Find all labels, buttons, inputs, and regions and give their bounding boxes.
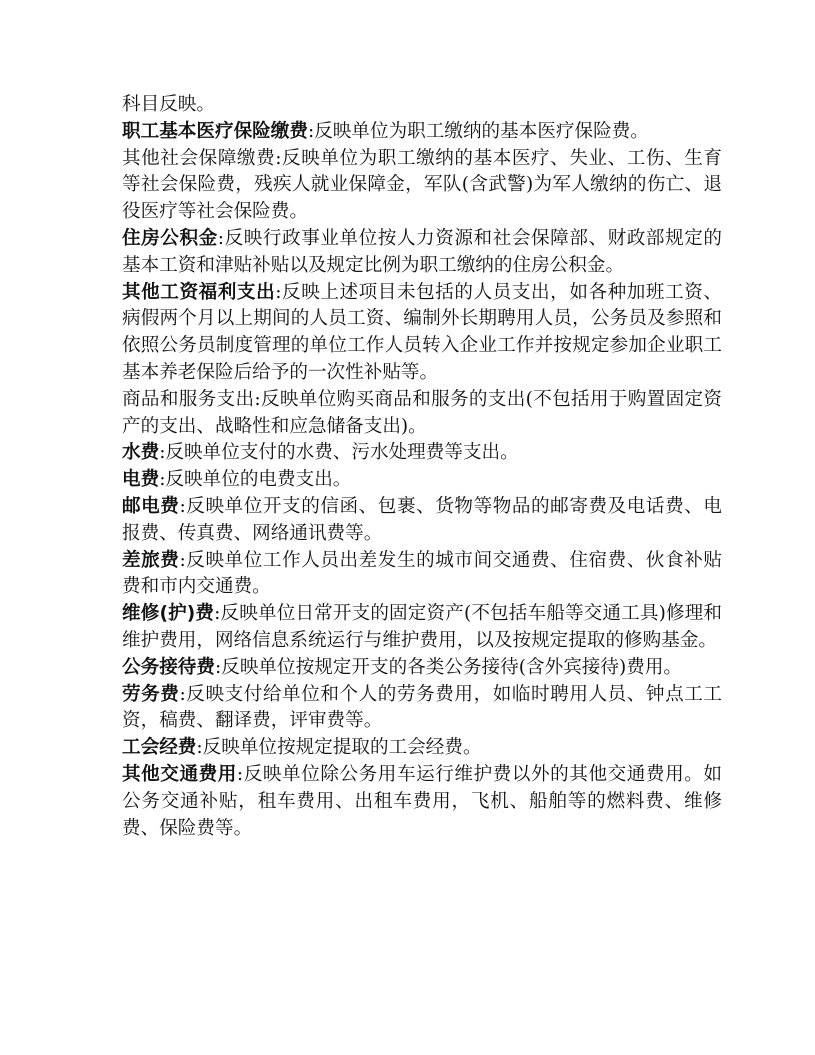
paragraph-union	[122, 735, 722, 762]
paragraph-text: :反映单位按规定开支的各类公务接待(含外宾接待)费用。	[214, 656, 683, 678]
paragraph-text: :反映支付给单位和个人的劳务费用，如临时聘用人员、钟点工工资，稿费、翻译费，评审费等。	[122, 683, 722, 732]
paragraph-text: :反映单位为职工缴纳的基本医疗、失业、工伤、生育等社会保险费，残疾人就业保障金，军队(含武警)为军人缴纳的伤亡、退役医疗等社会保险费。	[122, 147, 722, 223]
paragraph-term: 商品和服务支出	[122, 388, 255, 410]
paragraph-term: 邮电费	[122, 495, 180, 517]
paragraph-term: 维修(护)费	[122, 603, 215, 625]
paragraph-text: :反映单位按规定提取的工会经费。	[196, 737, 482, 759]
paragraph-other-transport	[122, 762, 722, 842]
paragraph-term: 电费	[122, 469, 160, 491]
paragraph-text: :反映单位开支的信函、包裹、货物等物品的邮寄费及电话费、电报费、传真费、网络通讯费等。	[122, 495, 722, 544]
paragraph-reception	[122, 655, 722, 682]
paragraph-housing-fund	[122, 226, 722, 280]
paragraph-medical-insurance	[122, 119, 722, 146]
paragraph-labor	[122, 682, 722, 736]
paragraph-term: 其他社会保障缴费	[122, 147, 276, 169]
paragraph-postal	[122, 494, 722, 548]
paragraph-text: :反映单位日常开支的固定资产(不包括车船等交通工具)修理和维护费用，网络信息系统运行与维护费用，以及按规定提取的修购基金。	[122, 603, 722, 651]
paragraph-term: 工会经费	[122, 737, 197, 759]
paragraph-text: :反映单位支付的水费、污水处理费等支出。	[159, 442, 519, 464]
paragraph-text: :反映单位购买商品和服务的支出(不包括用于购置固定资产的支出、战略性和应急储备支出)。	[122, 388, 722, 437]
paragraph-text: 科目反映。	[122, 94, 215, 115]
paragraph-term: 水费	[122, 442, 160, 464]
paragraph-text: :反映单位的电费支出。	[159, 469, 352, 491]
paragraph-text: :反映上述项目未包括的人员支出，如各种加班工资、病假两个月以上期间的人员工资、编制外长期聘用人员，公务员及参照和依照公务员制度管理的单位工作人员转入企业工作并按规定参加企业职工基本养老保险后给予的一次性补贴等。	[122, 281, 722, 383]
paragraph-continuation	[122, 92, 722, 119]
paragraph-maintenance	[122, 601, 722, 655]
paragraph-electricity	[122, 467, 722, 494]
paragraph-term: 职工基本医疗保险缴费	[122, 120, 308, 142]
paragraph-term: 差旅费	[122, 549, 180, 571]
paragraph-water	[122, 440, 722, 467]
paragraph-term: 劳务费	[122, 683, 180, 705]
paragraph-term: 公务接待费	[122, 656, 215, 678]
paragraph-other-social-security	[122, 146, 722, 226]
paragraph-term: 其他交通费用	[122, 763, 237, 785]
paragraph-term: 其他工资福利支出	[122, 281, 276, 303]
paragraph-other-welfare	[122, 280, 722, 387]
paragraph-text: :反映单位工作人员出差发生的城市间交通费、住宿费、伙食补贴费和市内交通费。	[122, 549, 722, 598]
paragraph-term: 住房公积金	[122, 227, 218, 249]
paragraph-goods-services	[122, 387, 722, 441]
paragraph-text: :反映单位除公务用车运行维护费以外的其他交通费用。如公务交通补贴，租车费用、出租车费用，飞机、船舶等的燃料费、维修费、保险费等。	[122, 763, 722, 839]
paragraph-travel	[122, 548, 722, 602]
paragraph-text: :反映行政事业单位按人力资源和社会保障部、财政部规定的基本工资和津贴补贴以及规定比例为职工缴纳的住房公积金。	[122, 227, 722, 276]
paragraph-text: :反映单位为职工缴纳的基本医疗保险费。	[307, 120, 649, 142]
document-page	[122, 92, 722, 842]
